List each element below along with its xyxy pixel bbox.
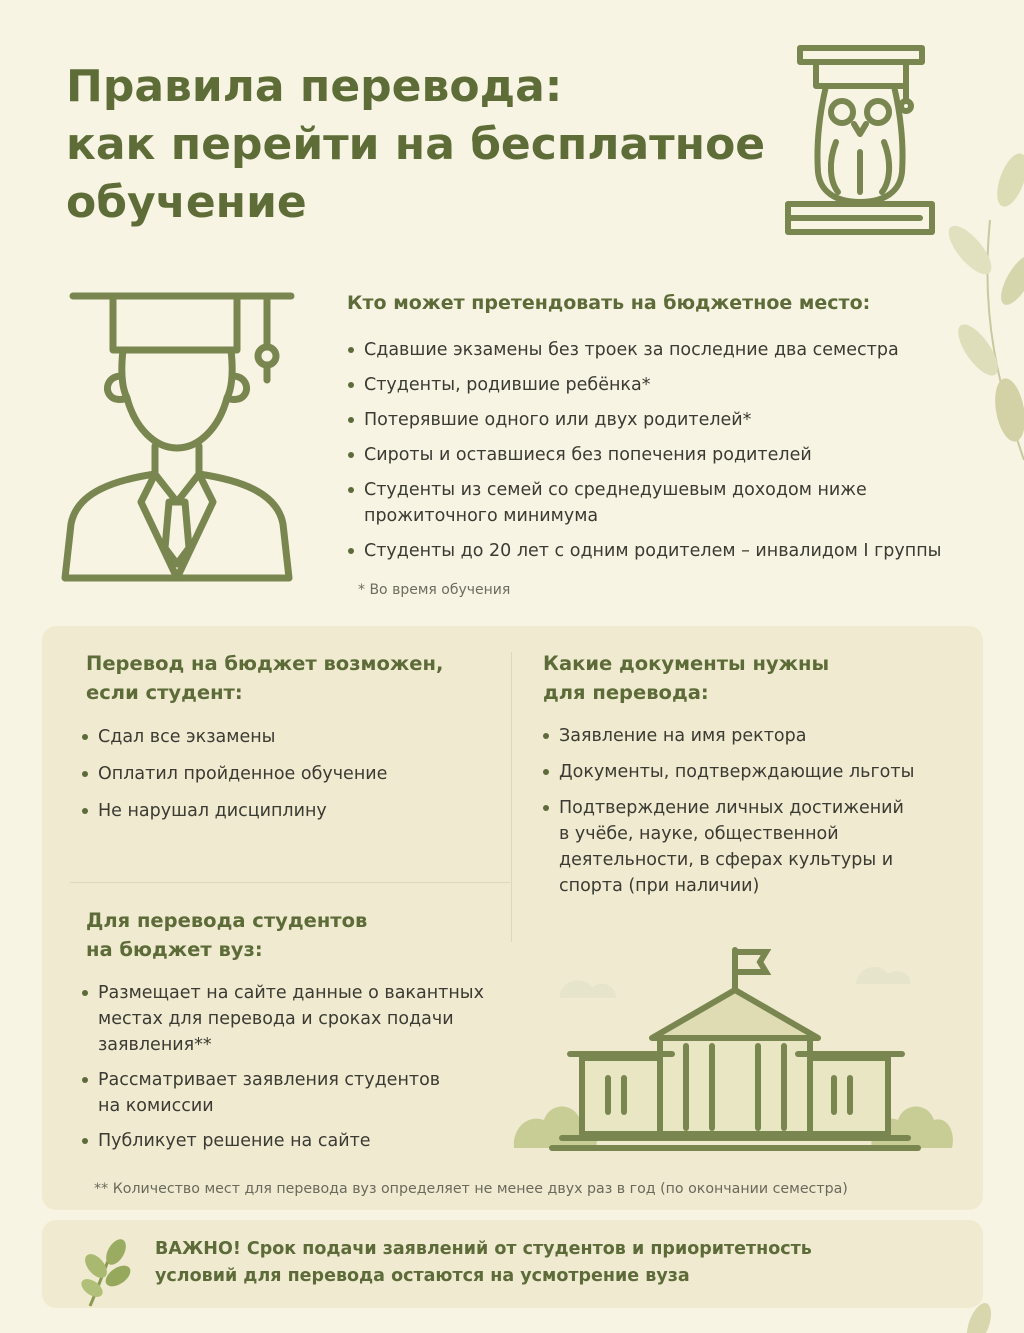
- list-item: Студенты, родившие ребёнка*: [346, 372, 966, 398]
- important-line-2: условий для перевода остаются на усмотрение вуза: [155, 1266, 690, 1286]
- divider-vertical: [511, 652, 512, 942]
- documents-title: Какие документы нужны для перевода:: [543, 652, 830, 704]
- list-item: Размещает на сайте данные о вакантных местах для перевода и сроках подачи заявления**: [80, 980, 490, 1058]
- important-notice-text: [155, 1236, 935, 1290]
- list-item: Заявление на имя ректора: [541, 723, 961, 749]
- university-building-icon: [512, 942, 958, 1156]
- title-line-1: Правила перевода:: [66, 61, 563, 112]
- divider-horizontal: [70, 882, 510, 883]
- title-line-2: как перейти на бесплатное: [66, 119, 766, 170]
- list-item: Сдал все экзамены: [80, 724, 500, 750]
- criteria-title: Кто может претендовать на бюджетное место:: [347, 292, 871, 314]
- list-item: Подтверждение личных достижений в учёбе, науке, общественной деятельности, в сферах культуры и спорта (при наличии): [541, 795, 909, 899]
- page-title: [66, 58, 765, 232]
- leaf-icon: [80, 1236, 132, 1308]
- list-item: Оплатил пройденное обучение: [80, 761, 500, 787]
- criteria-list: [346, 337, 966, 573]
- conditions-title: Перевод на бюджет возможен, если студент:: [86, 652, 444, 704]
- university-title: Для перевода студентов на бюджет вуз:: [86, 909, 368, 961]
- documents-list: [541, 723, 961, 909]
- list-item: Студенты из семей со среднедушевым доходом ниже прожиточного минимума: [346, 477, 904, 529]
- university-list: [80, 980, 500, 1163]
- conditions-list: [80, 724, 500, 835]
- list-item: Сироты и оставшиеся без попечения родителей: [346, 442, 966, 468]
- list-item: Документы, подтверждающие льготы: [541, 759, 961, 785]
- list-item: Публикует решение на сайте: [80, 1128, 500, 1154]
- owl-graduate-icon: [780, 42, 940, 242]
- important-line-1: ВАЖНО! Срок подачи заявлений от студентов и приоритетность: [155, 1239, 812, 1259]
- list-item: Не нарушал дисциплину: [80, 798, 500, 824]
- university-footnote: ** Количество мест для перевода вуз определяет не менее двух раз в год (по окончании семестра): [94, 1181, 848, 1197]
- list-item: Потерявшие одного или двух родителей*: [346, 407, 966, 433]
- title-line-3: обучение: [66, 177, 307, 228]
- criteria-footnote: * Во время обучения: [358, 582, 511, 598]
- list-item: Сдавшие экзамены без троек за последние два семестра: [346, 337, 966, 363]
- student-graduate-icon: [55, 288, 300, 588]
- list-item: Студенты до 20 лет с одним родителем – инвалидом I группы: [346, 538, 966, 564]
- list-item: Рассматривает заявления студентов на комиссии: [80, 1067, 458, 1119]
